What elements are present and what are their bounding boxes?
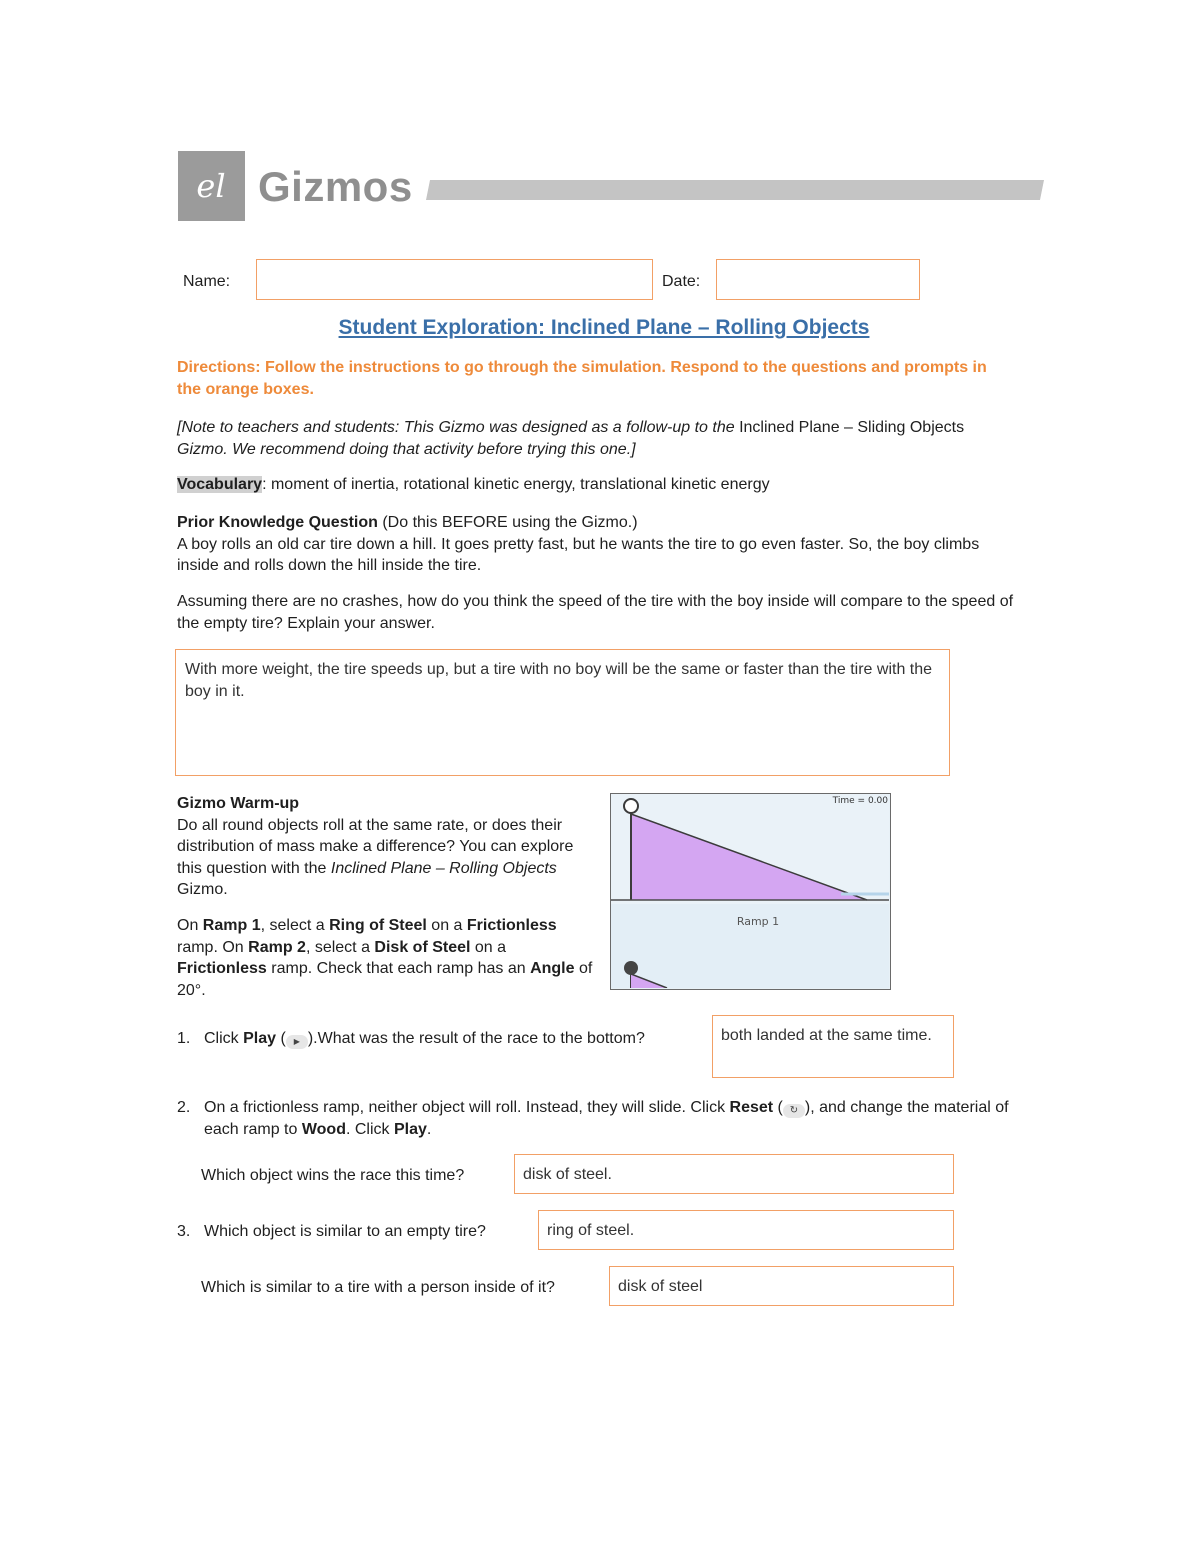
q1-text-a: Click [204,1030,244,1047]
q2-text-a: On a frictionless ramp, neither object will roll. Instead, they will slide. Click [204,1099,730,1116]
q2-text-b: ( [773,1099,783,1116]
el-logo-icon [178,151,245,221]
note-part-b: Inclined Plane – Sliding Objects [739,419,965,436]
question-2 [204,1097,1014,1140]
q2-text-c: ), and change the material of each ramp to [204,1099,1009,1138]
q1-text-c: ).What was the result of the race to the bottom? [307,1030,645,1047]
prior-question: Assuming there are no crashes, how do you think the speed of the tire with the boy inside will compare to the speed of the empty tire? Explain your answer. [177,593,1014,632]
q1-play-label: Play [243,1030,277,1047]
q3-number: 3. [177,1223,191,1240]
warmup-p1-a: Do all round objects roll at the same rate, or does their distribution of mass make a difference? You can explore this question with the [177,816,574,877]
q2-text-d: . Click [345,1120,394,1138]
warmup-run: on a [426,917,467,934]
prior-heading-note: (Do this BEFORE using the Gizmo.) [377,514,638,531]
warmup-p1-b: Inclined Plane – Rolling Objects [330,859,557,877]
q2-sub-question: Which object wins the race this time? [201,1167,465,1184]
note-part-c: Gizmo. We recommend doing that activity before trying this one.] [177,440,636,458]
vocabulary-label: Vocabulary [177,476,263,493]
name-field[interactable] [256,259,653,300]
warmup-instructions [177,915,597,1001]
prior-answer-box[interactable]: With more weight, the tire speeds up, but a tire with no boy will be the same or faster than the tire with the boy in it. [175,649,950,776]
q1-number: 1. [177,1030,191,1047]
warmup-run: Angle [530,960,575,977]
warmup-run: ramp. Check that each ramp has an [266,960,531,977]
warmup-run: Frictionless [177,960,267,977]
brand-name: Gizmos [258,163,413,210]
q2-play-label: Play [393,1120,427,1138]
vocabulary [177,474,997,496]
warmup-run: Ramp 1 [202,917,261,934]
q1-text-b: ( [276,1030,286,1047]
name-label: Name: [183,273,231,290]
ramp-1-label: Ramp 1 [736,915,780,928]
directions: Directions: Follow the instructions to go through the simulation. Respond to the questions and prompts in the orange boxes. [177,359,987,398]
ring-of-steel [624,799,638,813]
warmup-run: Disk of Steel [374,938,471,956]
q2-reset-label: Reset [729,1099,774,1116]
time-readout: Time = 0.00 [832,796,888,806]
prior-heading: Prior Knowledge Question [177,514,378,531]
play-icon: ▶ [286,1035,308,1049]
header-bar [426,180,1044,200]
warmup-heading: Gizmo Warm-up [177,795,300,812]
date-field[interactable] [716,259,920,300]
ramp-diagram [611,794,889,988]
warmup-run: of 20°. [177,960,593,999]
gizmos-logo [178,151,245,221]
warmup-p1-c: Gizmo. [177,881,228,898]
q3-answer-box[interactable]: ring of steel. [538,1210,954,1250]
q2-text-e: . [426,1120,432,1138]
teacher-note [177,417,987,460]
prior-knowledge [177,512,1017,577]
question-3: Which object is similar to an empty tire? [204,1223,486,1240]
date-label: Date: [662,273,701,290]
warmup-run: Ramp 2 [248,938,306,956]
warmup-run: ramp. On [177,938,249,956]
warmup-intro [177,793,597,901]
page-title: Student Exploration: Inclined Plane – Rolling Objects [338,316,870,339]
question-1 [204,1028,704,1050]
note-part-a: [Note to teachers and students: This Gizmo was designed as a follow-up to the [177,419,740,436]
vocabulary-terms: : moment of inertia, rotational kinetic energy, translational kinetic energy [262,476,770,493]
q2-number: 2. [177,1099,191,1116]
warmup-run: Frictionless [466,917,557,934]
svg-text:el: el [196,167,226,205]
disk-of-steel [624,961,638,975]
warmup-run: , select a [260,917,330,934]
q3-sub-question: Which is similar to a tire with a person inside of it? [201,1279,555,1296]
prior-text: A boy rolls an old car tire down a hill. It goes pretty fast, but he wants the tire to go even faster. So, the boy climbs inside and rolls down the hill inside the tire. [177,535,980,574]
q2-answer-box[interactable]: disk of steel. [514,1154,954,1194]
warmup-run: On [177,917,203,934]
q3-sub-answer-box[interactable]: disk of steel [609,1266,954,1306]
warmup-run: , select a [305,938,375,956]
q1-answer-box[interactable]: both landed at the same time. [712,1015,954,1078]
warmup-run: Ring of Steel [329,917,427,934]
reset-icon: ↻ [783,1104,805,1118]
q2-wood-label: Wood [301,1120,346,1138]
warmup-run: on a [470,938,507,956]
gizmo-simulation [610,793,891,990]
